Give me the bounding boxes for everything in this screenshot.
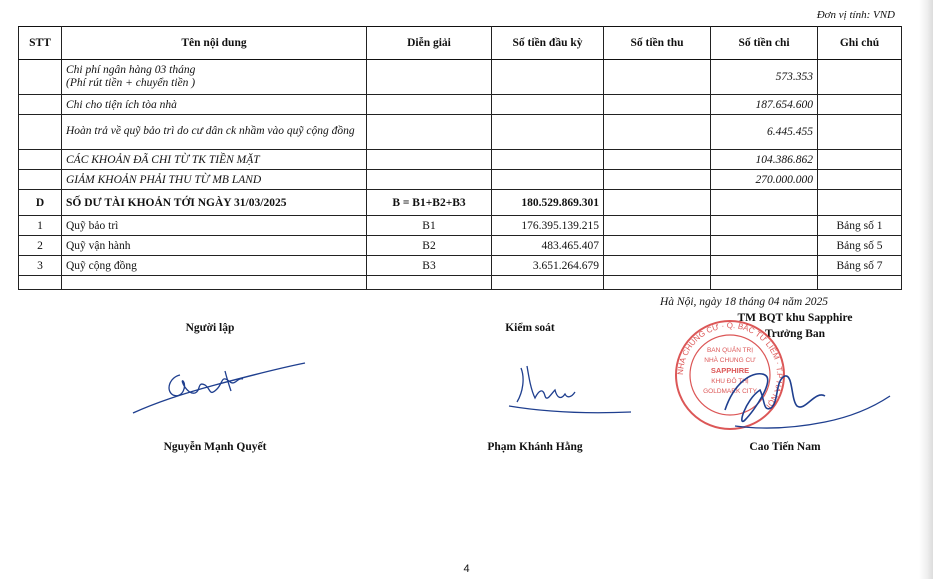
cell-desc xyxy=(367,95,492,115)
cell-desc xyxy=(367,276,492,290)
table-row xyxy=(19,170,902,190)
header-description: Diễn giải xyxy=(367,27,492,60)
table-row-summary xyxy=(19,190,902,216)
cell-begin: 180.529.869.301 xyxy=(492,190,604,216)
cell-income xyxy=(604,216,711,236)
header-note: Ghi chú xyxy=(818,27,902,60)
table-row xyxy=(19,95,902,115)
cell-desc: B = B1+B2+B3 xyxy=(367,190,492,216)
cell-income xyxy=(604,190,711,216)
cell-note: Bảng số 1 xyxy=(818,216,902,236)
header-income: Số tiền thu xyxy=(604,27,711,60)
cell-income xyxy=(604,150,711,170)
table-row xyxy=(19,256,902,276)
preparer-role: Người lập xyxy=(185,322,235,334)
cell-expense xyxy=(711,236,818,256)
cell-income xyxy=(604,256,711,276)
cell-stt xyxy=(19,115,62,150)
cell-desc xyxy=(367,115,492,150)
header-opening-balance: Số tiền đầu kỳ xyxy=(492,27,604,60)
cell-expense: 270.000.000 xyxy=(711,170,818,190)
cell-income xyxy=(604,60,711,95)
stamp-line-1: BAN QUẢN TRỊ xyxy=(706,347,754,354)
table-row xyxy=(19,150,902,170)
cell-content: Quỹ bảo trì xyxy=(62,216,367,236)
cell-expense xyxy=(711,190,818,216)
cell-expense xyxy=(711,276,818,290)
header-expense: Số tiền chi xyxy=(711,27,818,60)
cell-expense: 6.445.455 xyxy=(711,115,818,150)
table-row xyxy=(19,236,902,256)
head-signature xyxy=(705,340,895,435)
cell-income xyxy=(604,170,711,190)
preparer-signature xyxy=(125,355,310,420)
cell-begin xyxy=(492,276,604,290)
cell-note xyxy=(818,170,902,190)
header-stt: STT xyxy=(19,27,62,60)
head-role-1: TM BQT khu Sapphire xyxy=(737,312,853,324)
cell-stt: D xyxy=(19,190,62,216)
table-row-empty xyxy=(19,276,902,290)
place-date: Hà Nội, ngày 18 tháng 04 năm 2025 xyxy=(660,296,829,308)
controller-name: Phạm Khánh Hằng xyxy=(487,441,583,453)
cell-note xyxy=(818,95,902,115)
cell-content: Hoàn trả về quỹ bảo trì do cư dân ck nhầm vào quỹ cộng đồng xyxy=(62,115,367,150)
cell-begin xyxy=(492,150,604,170)
cell-stt xyxy=(19,150,62,170)
header-content: Tên nội dung xyxy=(62,27,367,60)
cell-begin xyxy=(492,115,604,150)
cell-begin xyxy=(492,60,604,95)
cell-content: Chi phí ngân hàng 03 tháng (Phí rút tiền + chuyển tiền ) xyxy=(62,60,367,95)
cell-note: Bảng số 7 xyxy=(818,256,902,276)
cell-stt xyxy=(19,276,62,290)
cell-content: CÁC KHOẢN ĐÃ CHI TỪ TK TIỀN MẶT xyxy=(62,150,367,170)
cell-begin xyxy=(492,95,604,115)
cell-note xyxy=(818,115,902,150)
table-row xyxy=(19,60,902,95)
table-row xyxy=(19,115,902,150)
cell-content: GIẢM KHOẢN PHẢI THU TỪ MB LAND xyxy=(62,170,367,190)
cell-desc: B2 xyxy=(367,236,492,256)
cell-stt xyxy=(19,170,62,190)
table-row xyxy=(19,216,902,236)
cell-content: Chi cho tiện ích tòa nhà xyxy=(62,95,367,115)
cell-content: SỐ DƯ TÀI KHOẢN TỚI NGÀY 31/03/2025 xyxy=(62,190,367,216)
cell-desc xyxy=(367,170,492,190)
cell-begin: 3.651.264.679 xyxy=(492,256,604,276)
cell-income xyxy=(604,236,711,256)
head-role-2: Trưởng Ban xyxy=(764,328,826,340)
cell-note xyxy=(818,150,902,170)
stamp-line-3: SAPPHIRE xyxy=(710,366,750,375)
cell-desc: B3 xyxy=(367,256,492,276)
page-edge xyxy=(919,0,933,579)
cell-desc: B1 xyxy=(367,216,492,236)
cell-note: Bảng số 5 xyxy=(818,236,902,256)
cell-desc xyxy=(367,150,492,170)
stamp-line-2: NHÀ CHUNG CƯ xyxy=(704,357,756,364)
financial-table xyxy=(18,26,902,290)
cell-note xyxy=(818,190,902,216)
cell-income xyxy=(604,95,711,115)
cell-content xyxy=(62,276,367,290)
cell-begin: 176.395.139.215 xyxy=(492,216,604,236)
stamp-line-4: KHU ĐÔ THỊ xyxy=(711,378,749,385)
cell-stt xyxy=(19,60,62,95)
table-header-row xyxy=(19,27,902,60)
cell-note xyxy=(818,60,902,95)
cell-expense: 187.654.600 xyxy=(711,95,818,115)
page-number: 4 xyxy=(463,563,470,575)
cell-content: Quỹ cộng đồng xyxy=(62,256,367,276)
controller-signature xyxy=(505,358,635,418)
cell-stt: 2 xyxy=(19,236,62,256)
cell-stt xyxy=(19,95,62,115)
unit-label: Đơn vị tính: VND xyxy=(816,9,895,21)
controller-role: Kiểm soát xyxy=(505,322,555,334)
stamp-line-5: GOLDMARK CITY xyxy=(703,388,757,395)
cell-note xyxy=(818,276,902,290)
cell-stt: 3 xyxy=(19,256,62,276)
cell-expense xyxy=(711,216,818,236)
cell-income xyxy=(604,276,711,290)
cell-content: Quỹ vận hành xyxy=(62,236,367,256)
cell-desc xyxy=(367,60,492,95)
cell-expense xyxy=(711,256,818,276)
preparer-name: Nguyễn Mạnh Quyết xyxy=(163,441,267,453)
cell-expense: 104.386.862 xyxy=(711,150,818,170)
cell-expense: 573.353 xyxy=(711,60,818,95)
cell-income xyxy=(604,115,711,150)
cell-begin xyxy=(492,170,604,190)
cell-stt: 1 xyxy=(19,216,62,236)
head-name: Cao Tiến Nam xyxy=(749,441,821,453)
stamp-ring-text: NHÀ CHUNG CƯ · Q. BẮC TỪ LIÊM · T.P HÀ NỘI xyxy=(675,320,785,411)
cell-begin: 483.465.407 xyxy=(492,236,604,256)
